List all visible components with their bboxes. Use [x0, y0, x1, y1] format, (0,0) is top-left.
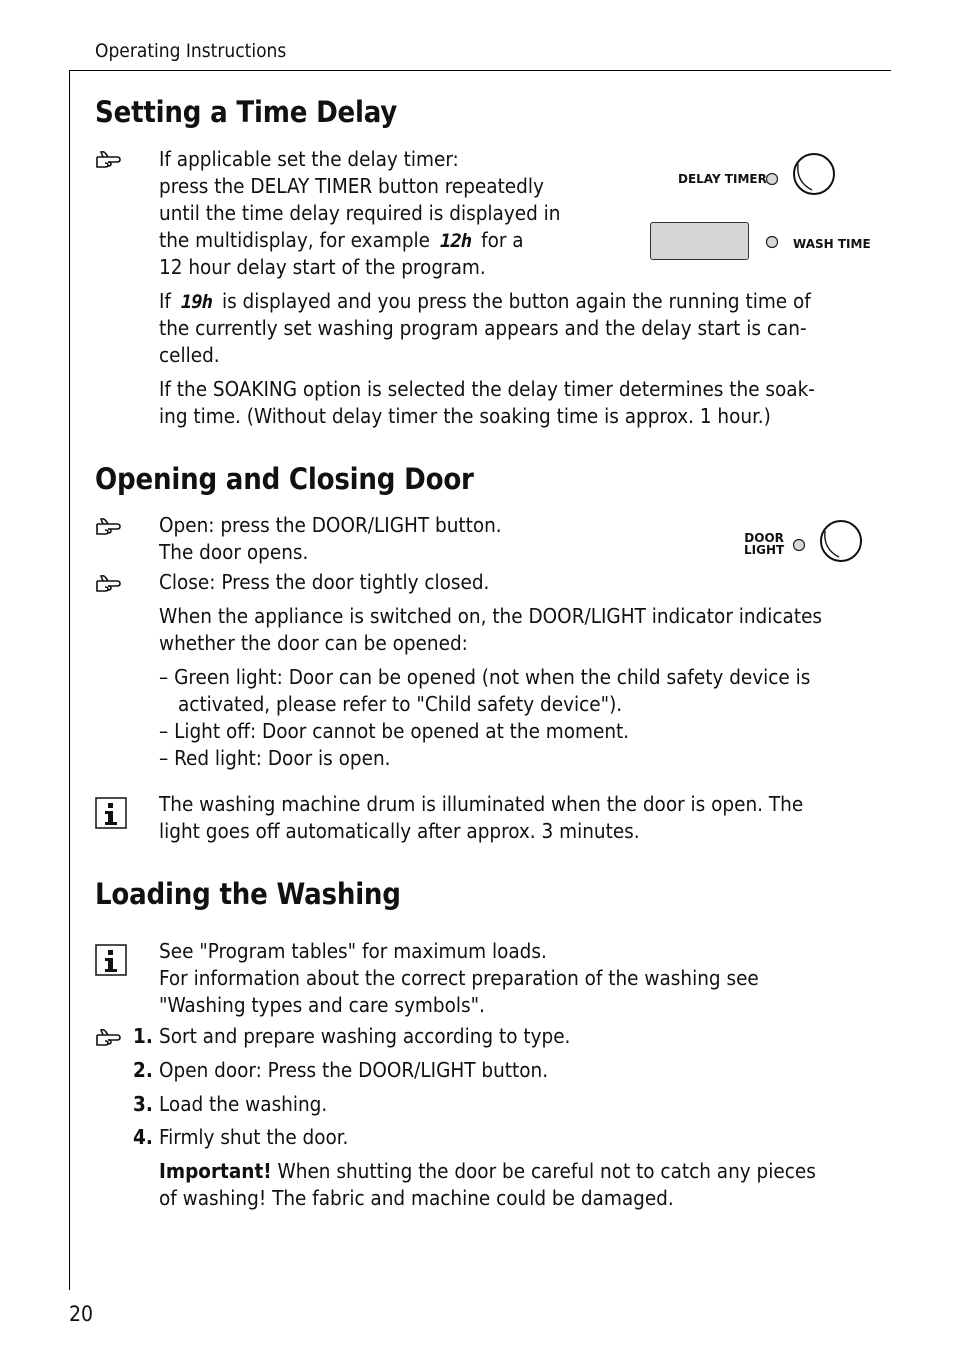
delay-p3-line-2: ing time. (Without delay timer the soaking time is approx. 1 hour.): [159, 404, 771, 428]
header-rule: [69, 70, 891, 71]
wash-time-indicator-icon: [764, 234, 780, 250]
door-label: DOOR: [744, 531, 784, 545]
door-info-line-1: The washing machine drum is illuminated when the door is open. The: [159, 792, 804, 816]
pointing-hand-icon: [95, 1028, 129, 1048]
dash-item-green-cont: activated, please refer to "Child safety device").: [178, 692, 623, 716]
delay-p3-line-1: If the SOAKING option is selected the delay timer determines the soak-: [159, 377, 815, 401]
delay-p2-line-3: celled.: [159, 343, 220, 367]
dash-item-off: – Light off: Door cannot be opened at the moment.: [159, 719, 630, 743]
margin-rule: [69, 70, 70, 1290]
loading-info-line-3: "Washing types and care symbols".: [159, 993, 485, 1017]
delay-text-line-3: until the time delay required is displayed in: [159, 201, 561, 225]
display-example-19h: 19h: [180, 291, 213, 313]
step-text-4: Firmly shut the door.: [159, 1125, 349, 1149]
delay-text-line-4: [159, 227, 524, 255]
page-number: 20: [69, 1302, 94, 1326]
section-title-time-delay: Setting a Time Delay: [95, 95, 398, 129]
delay-p2-line-1: [159, 288, 811, 316]
important-label: Important!: [159, 1159, 272, 1183]
door-light-label: [744, 532, 784, 556]
delay-text-line-5: 12 hour delay start of the program.: [159, 255, 486, 279]
door-indicator-line-1: When the appliance is switched on, the DOOR/LIGHT indicator indicates: [159, 604, 823, 628]
door-open-line-1: Open: press the DOOR/LIGHT button.: [159, 513, 502, 537]
delay-timer-button-icon: [760, 150, 840, 198]
step-number-2: 2.: [133, 1058, 153, 1082]
wash-time-label: WASH TIME: [793, 237, 871, 251]
display-example-12h: 12h: [439, 230, 472, 252]
important-line-1: [159, 1158, 816, 1185]
important-text: When shutting the door be careful not to catch any pieces: [277, 1159, 816, 1183]
info-icon: [95, 797, 127, 829]
door-light-button-icon: [786, 517, 866, 565]
step-text-1: Sort and prepare washing according to type.: [159, 1024, 571, 1048]
delay-p2-rest: is displayed and you press the button again the running time of: [221, 289, 811, 313]
section-title-door: Opening and Closing Door: [95, 462, 474, 496]
delay-text-line-2: press the DELAY TIMER button repeatedly: [159, 174, 544, 198]
pointing-hand-icon: [95, 574, 129, 594]
dash-item-green: – Green light: Door can be opened (not when the child safety device is: [159, 665, 811, 689]
delay-timer-label: DELAY TIMER: [678, 172, 767, 186]
delay-text-line-1: If applicable set the delay timer:: [159, 147, 459, 171]
door-indicator-line-2: whether the door can be opened:: [159, 631, 468, 655]
important-line-2: of washing! The fabric and machine could be damaged.: [159, 1186, 674, 1210]
info-icon: [95, 944, 127, 976]
step-number-4: 4.: [133, 1125, 153, 1149]
delay-text-line-4-start: the multidisplay, for example: [159, 228, 431, 252]
section-title-loading: Loading the Washing: [95, 877, 401, 911]
loading-info-line-1: See "Program tables" for maximum loads.: [159, 939, 547, 963]
door-info-line-2: light goes off automatically after approx. 3 minutes.: [159, 819, 640, 843]
light-label: LIGHT: [744, 543, 785, 557]
multidisplay-screen: [650, 222, 749, 260]
pointing-hand-icon: [95, 517, 129, 537]
step-text-3: Load the washing.: [159, 1092, 328, 1116]
door-open-line-2: The door opens.: [159, 540, 309, 564]
step-number-3: 3.: [133, 1092, 153, 1116]
delay-p2-line-2: the currently set washing program appears and the delay start is can-: [159, 316, 807, 340]
step-number-1: 1.: [133, 1024, 153, 1048]
delay-text-for-a: for a: [481, 228, 524, 252]
step-text-2: Open door: Press the DOOR/LIGHT button.: [159, 1058, 549, 1082]
door-close-line: Close: Press the door tightly closed.: [159, 570, 490, 594]
pointing-hand-icon: [95, 150, 129, 170]
dash-item-red: – Red light: Door is open.: [159, 746, 391, 770]
running-header: Operating Instructions: [95, 40, 287, 62]
delay-p2-if: If: [159, 289, 171, 313]
loading-info-line-2: For information about the correct preparation of the washing see: [159, 966, 759, 990]
